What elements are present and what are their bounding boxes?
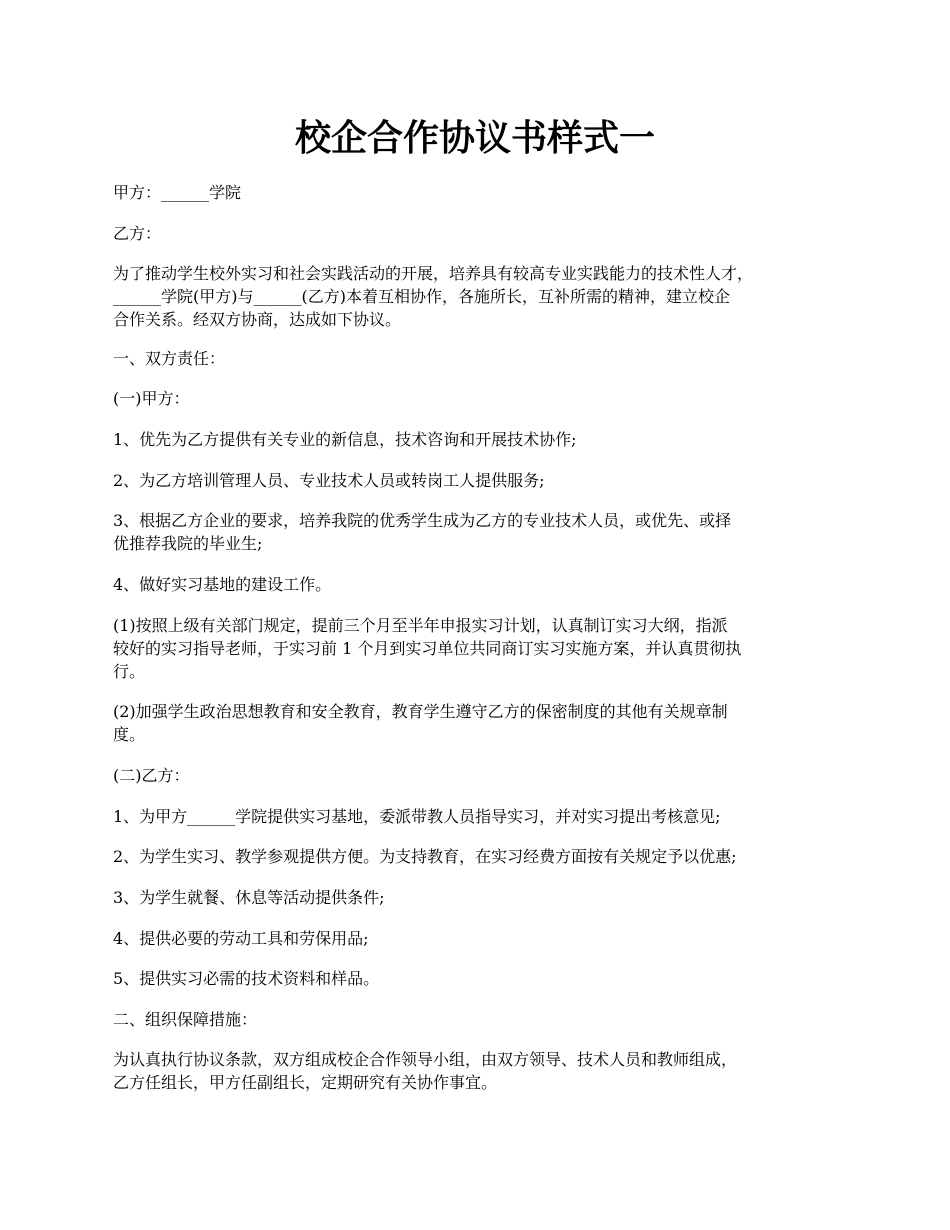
- subsection-heading-party-a: (一)甲方：: [113, 389, 190, 408]
- section-heading-organization: 二、组织保障措施：: [113, 1010, 258, 1029]
- subsection-heading-party-b: (二)乙方：: [113, 766, 190, 785]
- party-b-item-1: 1、为甲方______学院提供实习基地，委派带教人员指导实习，并对实习提出考核意见;: [113, 807, 721, 826]
- party-b-item-2: 2、为学生实习、教学参观提供方便。为支持教育，在实习经费方面按有关规定予以优惠;: [113, 847, 737, 866]
- party-a-line: 甲方：______学院: [113, 183, 242, 202]
- party-b-item-5: 5、提供实习必需的技术资料和样品。: [113, 969, 380, 988]
- intro-paragraph: 为了推动学生校外实习和社会实践活动的开展，培养具有较高专业实践能力的技术性人才， ______学院(甲方)与______(乙方)本着互相协作，各施所长，互补所需的精神，建立校企 合作关系。经双方协商，达成如下协议。: [113, 264, 754, 329]
- party-a-item-3: 3、根据乙方企业的要求，培养我院的优秀学生成为乙方的专业技术人员，或优先、或择 优推荐我院的毕业生;: [113, 511, 732, 553]
- party-a-item-4: 4、做好实习基地的建设工作。: [113, 575, 332, 594]
- party-a-item-1: 1、优先为乙方提供有关专业的新信息，技术咨询和开展技术协作;: [113, 430, 577, 449]
- party-b-item-4: 4、提供必要的劳动工具和劳保用品;: [113, 929, 369, 948]
- party-a-subitem-2: (2)加强学生政治思想教育和安全教育，教育学生遵守乙方的保密制度的其他有关规章制 度。: [113, 702, 728, 744]
- section-heading-responsibilities: 一、双方责任：: [113, 349, 226, 368]
- party-b-line: 乙方：: [113, 224, 162, 243]
- party-a-subitem-1: (1)按照上级有关部门规定，提前三个月至半年申报实习计划，认真制订实习大纲，指派 较好的实习指导老师，于实习前 1 个月到实习单位共同商订实习实施方案，并认真贯彻执 行。: [113, 616, 742, 681]
- party-a-item-2: 2、为乙方培训管理人员、专业技术人员或转岗工人提供服务;: [113, 471, 545, 490]
- document-title: 校企合作协议书样式一: [294, 117, 655, 159]
- party-b-item-3: 3、为学生就餐、休息等活动提供条件;: [113, 888, 385, 907]
- organization-paragraph: 为认真执行协议条款，双方组成校企合作领导小组，由双方领导、技术人员和教师组成， 乙方任组长，甲方任副组长，定期研究有关协作事宜。: [113, 1050, 738, 1092]
